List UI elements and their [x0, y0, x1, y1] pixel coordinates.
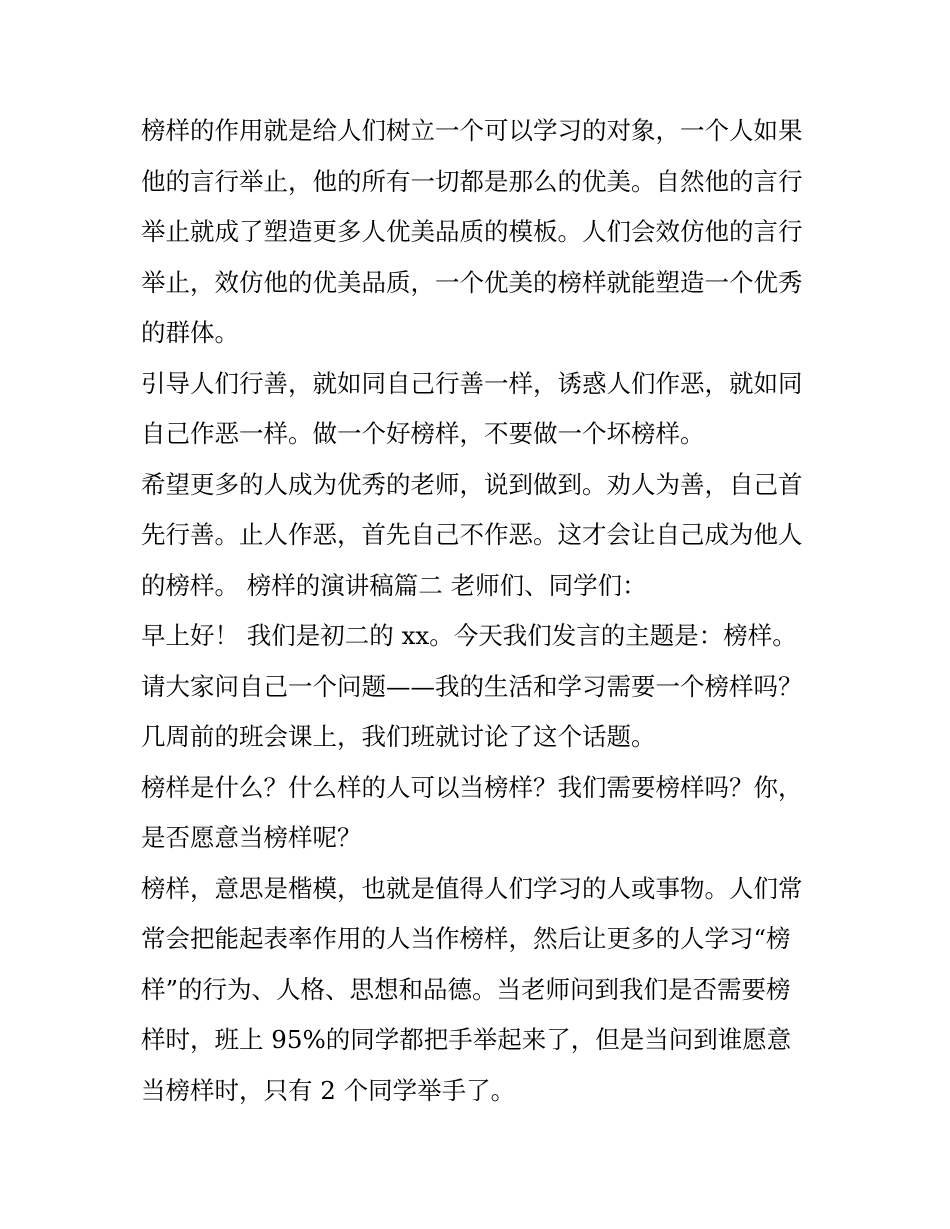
text-line-11: 早上好！ 我们是初二的 xx。今天我们发言的主题是：榜样。	[141, 621, 797, 650]
text-line-4: 举止，效仿他的优美品质，一个优美的榜样就能塑造一个优秀	[141, 267, 803, 297]
text-line-16: 榜样，意思是楷模，也就是值得人们学习的人或事物。人们常	[141, 873, 803, 903]
text-line-2: 他的言行举止，他的所有一切都是那么的优美。自然他的言行	[141, 166, 803, 196]
text-line-14: 榜样是什么？什么样的人可以当榜样？我们需要榜样吗？你，	[141, 772, 803, 802]
text-line-10: 的榜样。 榜样的演讲稿篇二 老师们、同学们：	[141, 570, 647, 600]
text-line-7: 自己作恶一样。做一个好榜样，不要做一个坏榜样。	[141, 419, 705, 448]
text-line-9: 先行善。止人作恶，首先自己不作恶。这才会让自己成为他人	[141, 520, 803, 549]
text-line-15: 是否愿意当榜样呢？	[141, 823, 362, 852]
text-line-18: 样”的行为、人格、思想和品德。当老师问到我们是否需要榜	[141, 974, 791, 1004]
text-line-5: 的群体。	[141, 318, 239, 347]
text-line-8: 希望更多的人成为优秀的老师，说到做到。劝人为善，自己首	[141, 469, 803, 499]
text-line-1: 榜样的作用就是给人们树立一个可以学习的对象，一个人如果	[141, 116, 803, 145]
text-line-12: 请大家问自己一个问题——我的生活和学习需要一个榜样吗？	[141, 671, 803, 701]
document-body	[141, 106, 821, 1116]
text-line-20: 当榜样时，只有 2 个同学举手了。	[141, 1075, 516, 1105]
text-line-6: 引导人们行善，就如同自己行善一样，诱惑人们作恶，就如同	[141, 368, 803, 398]
text-line-17: 常会把能起表率作用的人当作榜样，然后让更多的人学习“榜	[141, 924, 791, 953]
text-line-19: 样时，班上 95%的同学都把手举起来了，但是当问到谁愿意	[141, 1025, 792, 1054]
text-line-3: 举止就成了塑造更多人优美品质的模板。人们会效仿他的言行	[141, 217, 803, 246]
text-line-13: 几周前的班会课上，我们班就讨论了这个话题。	[141, 722, 656, 751]
